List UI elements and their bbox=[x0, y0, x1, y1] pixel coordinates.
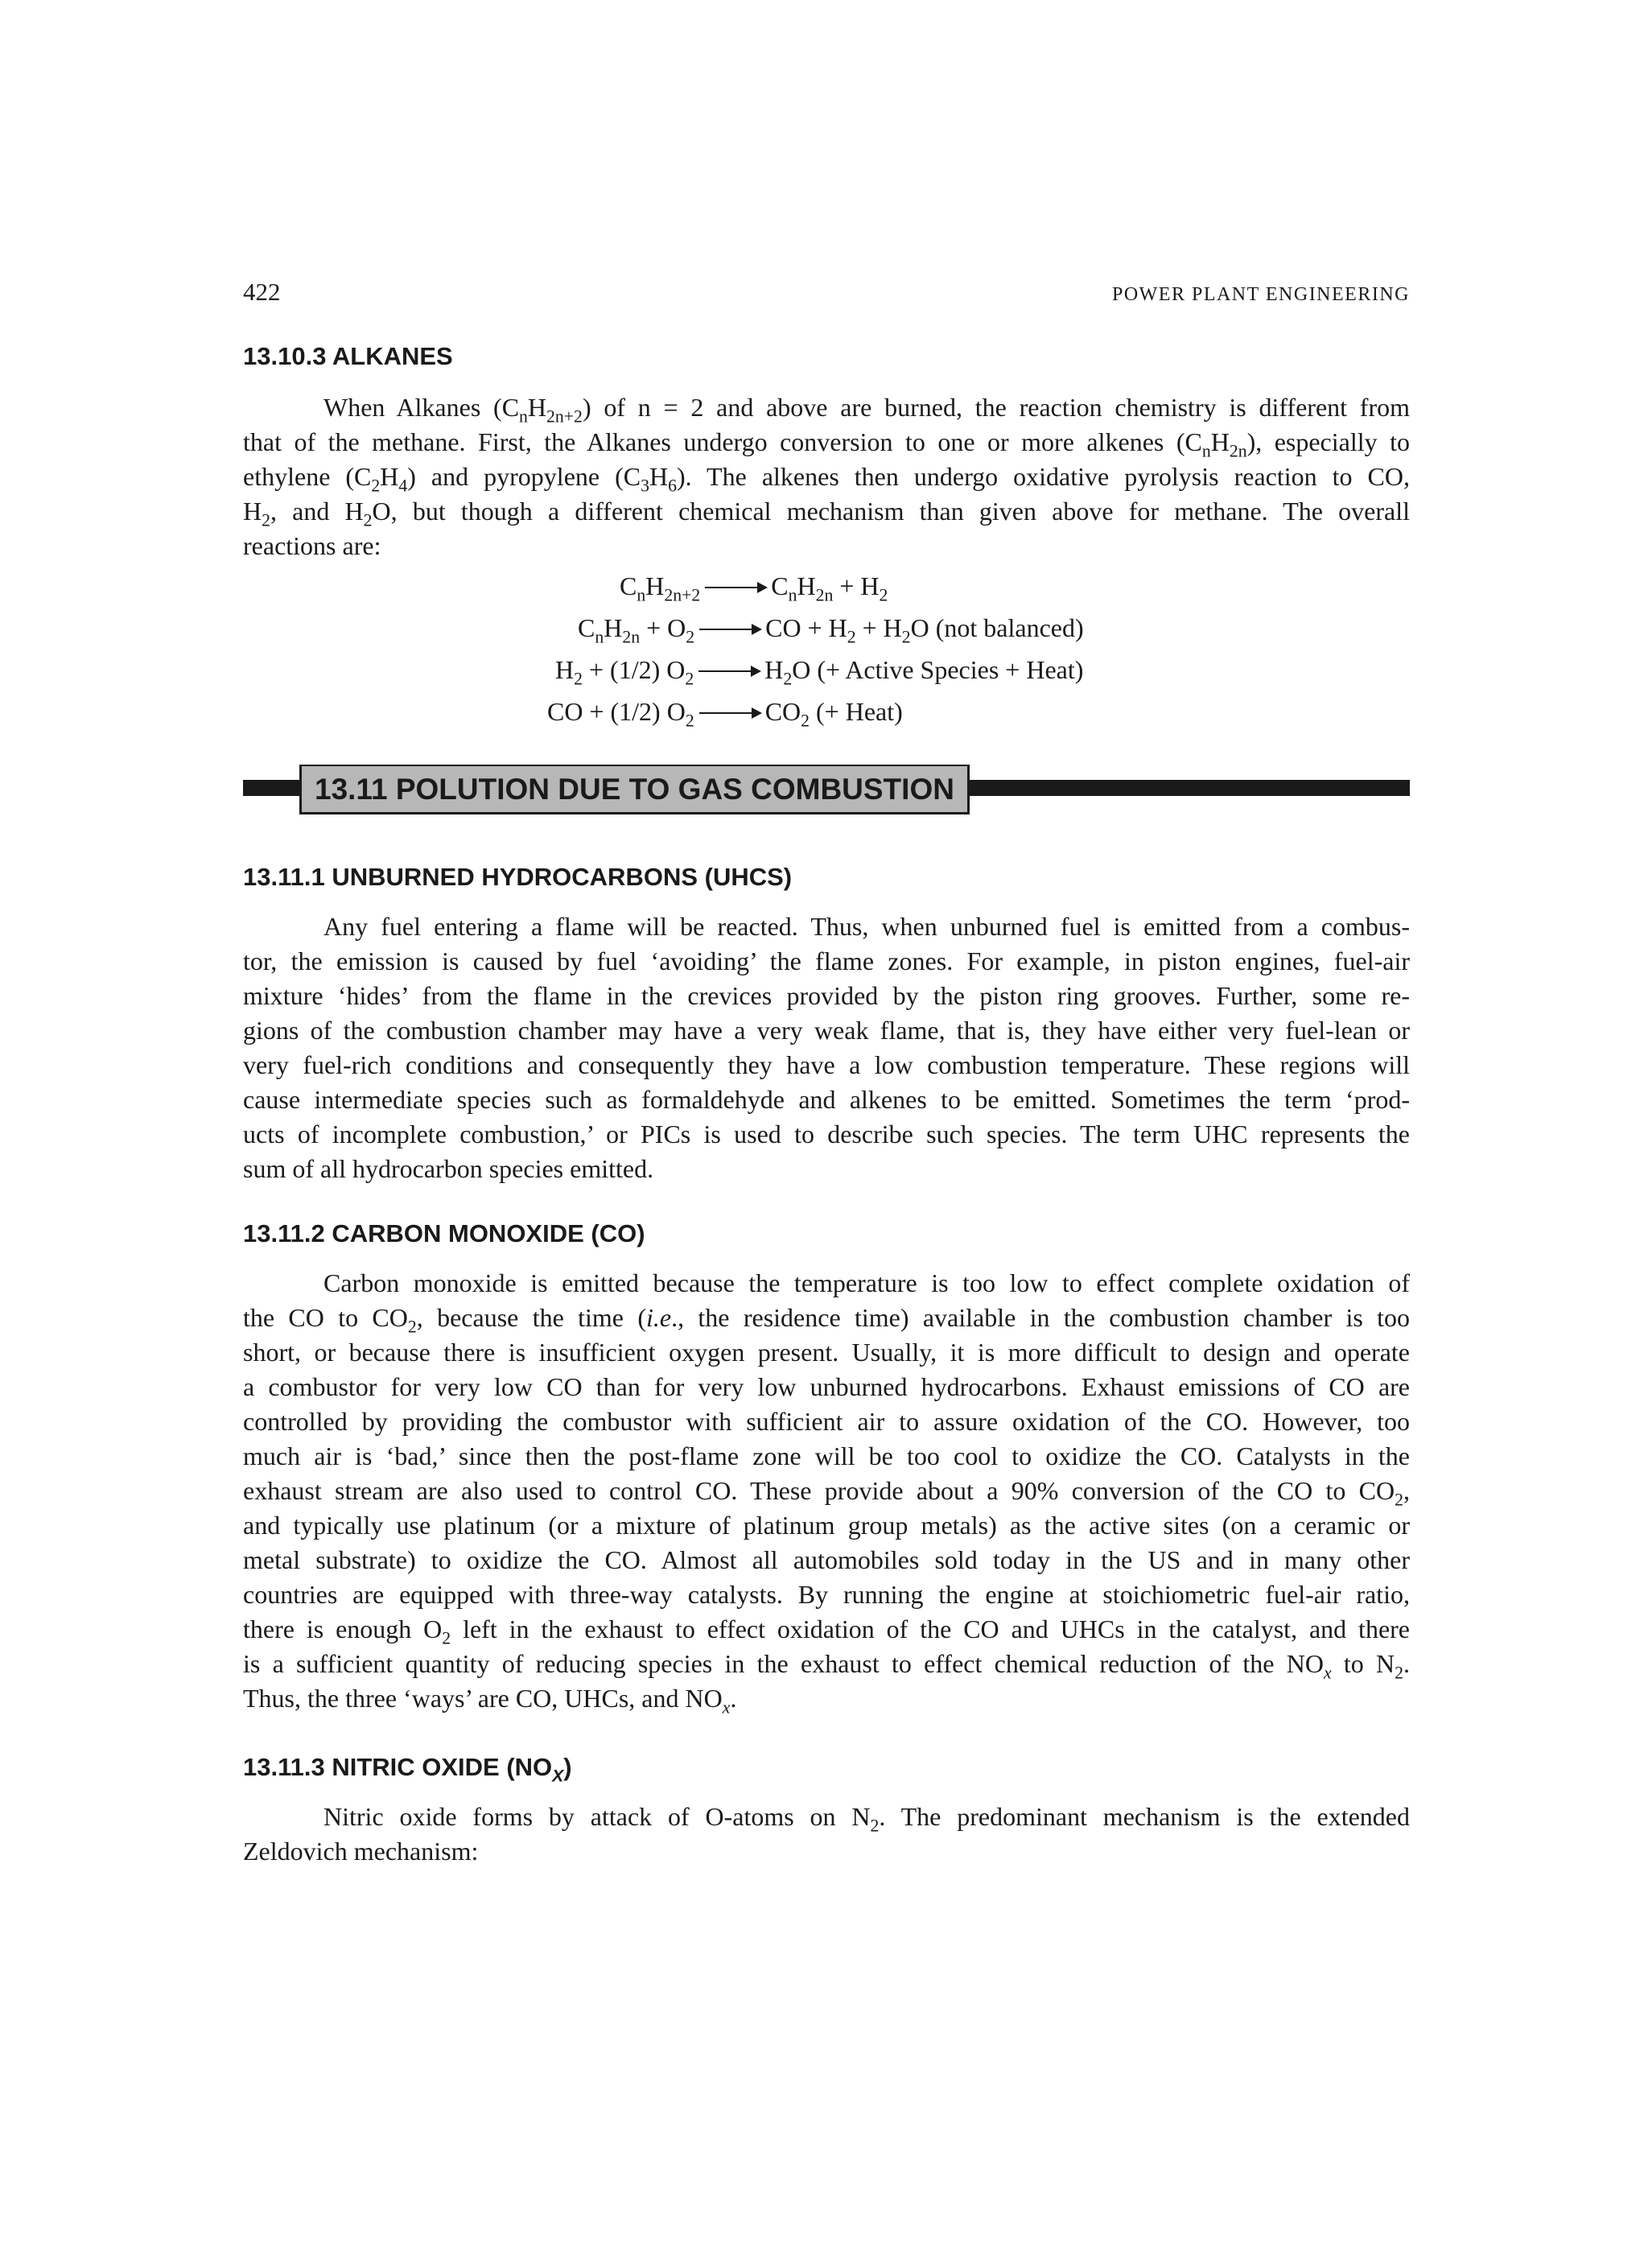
arrow-icon bbox=[698, 670, 760, 672]
equation-row bbox=[555, 655, 1083, 690]
equation-rhs: $CO_2$ (+ Heat) bbox=[764, 697, 903, 731]
section-heading-pollution: 13.11 POLUTION DUE TO GAS COMBUSTION bbox=[299, 765, 970, 814]
text-line: sum of all hydrocarbon species emitted. bbox=[243, 1154, 654, 1183]
equation-lhs: CO + (1/2) $O_2$ bbox=[547, 697, 694, 731]
text-line: gions of the combustion chamber may have a very weak flame, that is, they have either very fuel-lean or bbox=[243, 1016, 1410, 1045]
equation-rhs: CO + $H_2 + H_2O$ (not balanced) bbox=[765, 613, 1084, 647]
equation-row bbox=[547, 697, 903, 732]
arrow-icon bbox=[699, 712, 760, 714]
text-line: ucts of incomplete combustion,’ or PICs is used to describe such species. The term UHC represents the bbox=[243, 1120, 1410, 1148]
text-line: exhaust stream are also used to control CO. These provide about a 90% conversion of the CO to $CO_2$, bbox=[243, 1476, 1410, 1510]
text-line: $H_2$, and $H_2O$, but though a different chemical mechanism than given above for methane. The overall bbox=[243, 497, 1411, 530]
arrow-icon bbox=[699, 629, 760, 630]
text-line: tor, the emission is caused by fuel ‘avoiding’ the flame zones. For example, in piston engines, fuel-air bbox=[243, 946, 1410, 975]
arrow-icon bbox=[705, 587, 766, 588]
text-line: the CO to $CO_2$, because the time (i.e., the residence time) available in the combustion chamber is too bbox=[243, 1303, 1411, 1337]
heading-alkanes: 13.10.3 ALKANES bbox=[243, 342, 453, 370]
paragraph-carbon-monoxide bbox=[243, 1266, 1410, 1716]
text-line: there is enough $O_2$ left in the exhaust to effect oxidation of the CO and UHCs in the catalyst, and there bbox=[243, 1614, 1411, 1648]
heading-unburned-hydrocarbons: 13.11.1 UNBURNED HYDROCARBONS (UHCS) bbox=[243, 863, 793, 891]
text-line: countries are equipped with three-way catalysts. By running the engine at stoichiometric fuel-air ratio, bbox=[243, 1580, 1410, 1609]
text-line: metal substrate) to oxidize the CO. Almost all automobiles sold today in the US and in many other bbox=[243, 1545, 1410, 1574]
heading-carbon-monoxide: 13.11.2 CARBON MONOXIDE (CO) bbox=[243, 1219, 645, 1247]
text-line: cause intermediate species such as formaldehyde and alkenes to be emitted. Sometimes the term ‘prod- bbox=[243, 1085, 1410, 1114]
text-line: ethylene $(C_2H_4)$ and pyropylene $(C_3H_6)$. The alkenes then undergo oxidative pyrolysis reaction to CO, bbox=[243, 462, 1411, 496]
heading-nitric-oxide: 13.11.3 NITRIC OXIDE $(NO_X)$ bbox=[243, 1753, 572, 1786]
text-line: a combustor for very low CO than for very low unburned hydrocarbons. Exhaust emissions of CO are bbox=[243, 1372, 1410, 1401]
paragraph-alkanes bbox=[243, 390, 1410, 563]
text-line: controlled by providing the combustor with sufficient air to assure oxidation of the CO. However, too bbox=[243, 1407, 1410, 1436]
equation-row bbox=[620, 571, 888, 606]
document-page bbox=[243, 0, 1410, 2268]
page-number: 422 bbox=[243, 278, 281, 306]
running-head: POWER PLANT ENGINEERING bbox=[1111, 284, 1410, 305]
equation-rhs: $H_2O$ (+ Active Species + Heat) bbox=[764, 655, 1084, 689]
text-line: much air is ‘bad,’ since then the post-flame zone will be too cool to oxidize the CO. Catalysts in the bbox=[243, 1441, 1410, 1470]
equation-lhs: $C_nH_{2n+2}$ bbox=[620, 571, 701, 605]
text-line: short, or because there is insufficient oxygen present. Usually, it is more difficult to design and operate bbox=[243, 1338, 1410, 1367]
text-line: is a sufficient quantity of reducing species in the exhaust to effect chemical reduction of the $NO_x$ to $N_2$. bbox=[243, 1649, 1411, 1683]
page-header bbox=[243, 278, 1410, 307]
text-line: very fuel-rich conditions and consequently they have a low combustion temperature. These regions will bbox=[243, 1050, 1410, 1079]
text-line: Thus, the three ‘ways’ are CO, UHCs, and $NO_x$. bbox=[243, 1684, 737, 1717]
paragraph-nitric-oxide bbox=[243, 1800, 1410, 1869]
equation-lhs: $H_2 + (1/2)$ $O_2$ bbox=[555, 655, 694, 689]
text-line: Any fuel entering a flame will be reacted. Thus, when unburned fuel is emitted from a combus- bbox=[323, 912, 1410, 941]
equation-rhs: $C_nH_{2n} + H_2$ bbox=[771, 571, 888, 605]
equation-lhs: $C_nH_{2n} + O_2$ bbox=[578, 613, 695, 647]
text-line: When Alkanes $(C_nH_{2n+2})$ of n = 2 and above are burned, the reaction chemistry is different from bbox=[323, 393, 1411, 427]
text-line: and typically use platinum (or a mixture of platinum group metals) as the active sites (on a ceramic or bbox=[243, 1511, 1410, 1540]
paragraph-uhcs bbox=[243, 909, 1410, 1186]
text-line: Nitric oxide forms by attack of O-atoms on $N_2$. The predominant mechanism is the extended bbox=[323, 1802, 1411, 1836]
text-line: Carbon monoxide is emitted because the temperature is too low to effect complete oxidation of bbox=[323, 1268, 1410, 1297]
equation-row bbox=[578, 613, 1084, 648]
text-line: mixture ‘hides’ from the flame in the crevices provided by the piston ring grooves. Further, some re- bbox=[243, 981, 1410, 1010]
text-line: Zeldovich mechanism: bbox=[243, 1837, 479, 1866]
text-line: reactions are: bbox=[243, 531, 381, 560]
text-line: that of the methane. First, the Alkanes undergo conversion to one or more alkenes $(C_nH_{2n})$, especially to bbox=[243, 427, 1411, 461]
